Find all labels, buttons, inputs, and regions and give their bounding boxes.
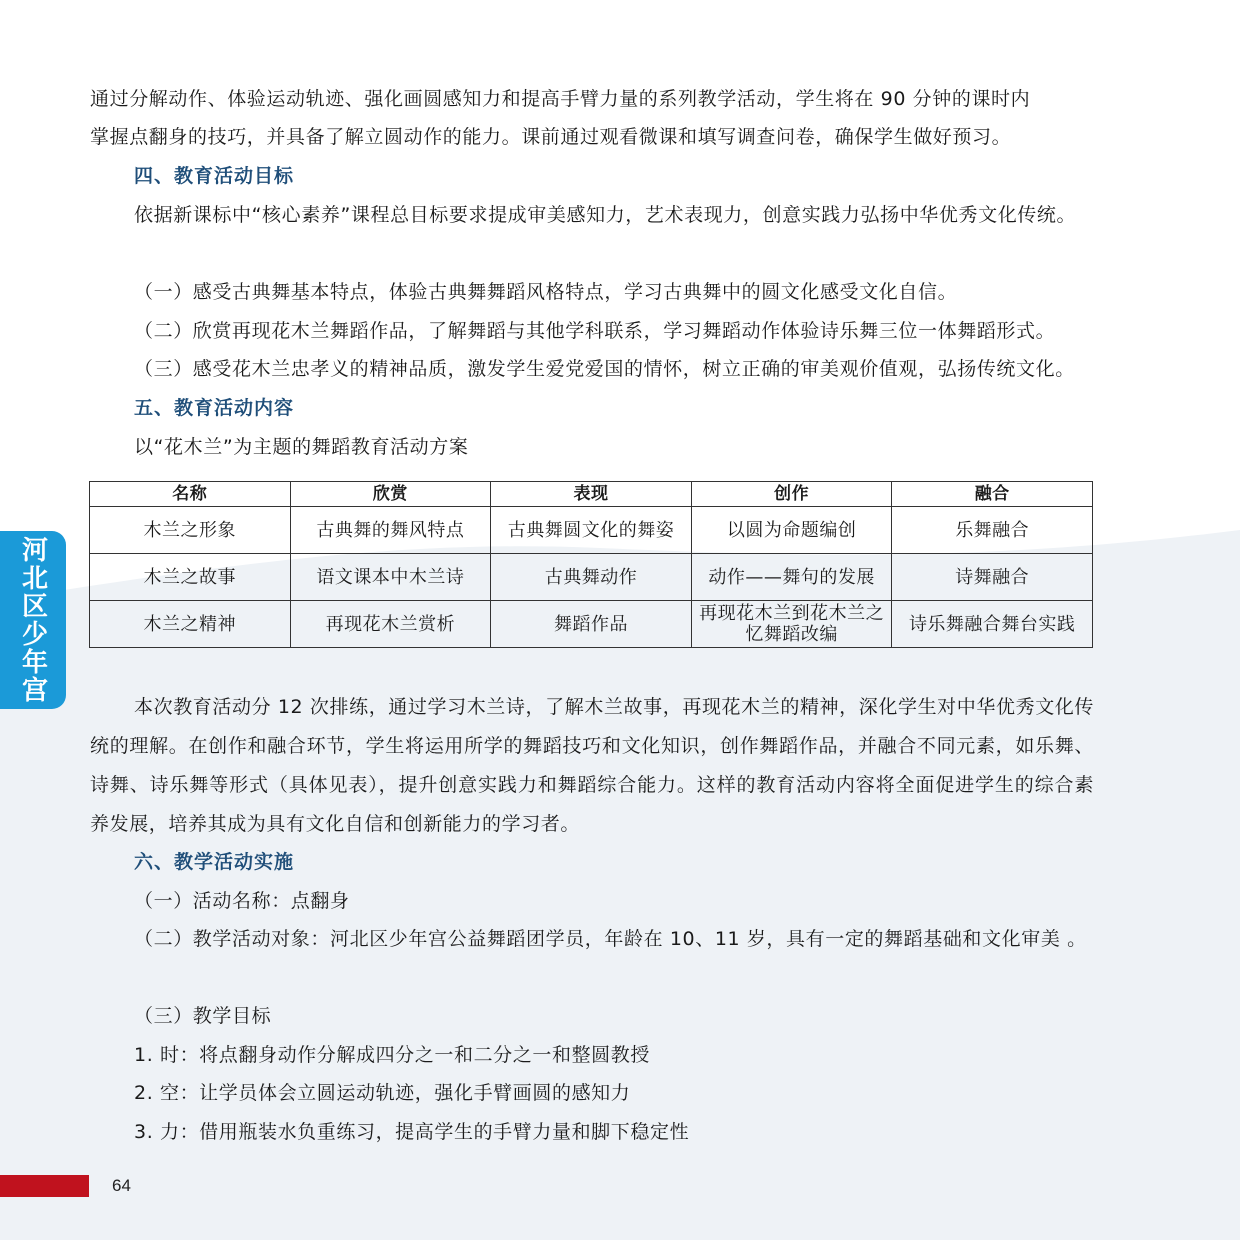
impl-target-students: （二）教学活动对象：河北区少年宫公益舞蹈团学员，年龄在 10、11 岁，具有一定的舞蹈基础和文化审美 。 — [134, 928, 1087, 950]
impl-activity-name: （一）活动名称：点翻身 — [134, 890, 350, 912]
content-description-paragraph: 本次教育活动分 12 次排练，通过学习木兰诗，了解木兰故事，再现花木兰的精神，深化学生对中华优秀文化传统的理解。在创作和融合环节，学生将运用所学的舞蹈技巧和文化知识，创作舞蹈作品，并融合不同元素，如乐舞、诗舞、诗乐舞等形式（具体见表），提升创意实践力和舞蹈综合能力。这样的教育活动内容将全面促进学生的综合素养发展，培养其成为具有文化自信和创新能力的学习者。 — [90, 696, 1094, 835]
table-cell: 再现花木兰赏析 — [290, 601, 491, 648]
section-heading-implementation: 六、教学活动实施 — [134, 851, 295, 873]
table-cell: 木兰之形象 — [90, 507, 291, 554]
table-cell: 诗舞融合 — [892, 554, 1093, 601]
side-tab — [0, 531, 66, 709]
table-cell: 诗乐舞融合舞台实践 — [892, 601, 1093, 648]
page-number-bar — [0, 1175, 89, 1197]
section-heading-content: 五、教育活动内容 — [134, 397, 295, 419]
table-header-fusion: 融合 — [892, 482, 1093, 507]
table-cell: 舞蹈作品 — [491, 601, 692, 648]
impl-goal-time: 1. 时：将点翻身动作分解成四分之一和二分之一和整圆教授 — [134, 1044, 650, 1066]
table-cell: 古典舞动作 — [491, 554, 692, 601]
table-cell: 以圆为命题编创 — [691, 507, 892, 554]
table-row — [90, 554, 1093, 601]
impl-goal-space: 2. 空：让学员体会立圆运动轨迹，强化手臂画圆的感知力 — [134, 1082, 631, 1104]
table-header-create: 创作 — [691, 482, 892, 507]
table-row — [90, 601, 1093, 648]
table-cell: 动作——舞句的发展 — [691, 554, 892, 601]
activity-table — [89, 481, 1093, 648]
table-cell: 乐舞融合 — [892, 507, 1093, 554]
side-tab-label: 河北区少年宫 — [17, 536, 48, 704]
table-header-appreciate: 欣赏 — [290, 482, 491, 507]
table-cell: 语文课本中木兰诗 — [290, 554, 491, 601]
table-header-row — [90, 482, 1093, 507]
goal-item-2: （二）欣赏再现花木兰舞蹈作品，了解舞蹈与其他学科联系，学习舞蹈动作体验诗乐舞三位一体舞蹈形式。 — [134, 320, 1056, 342]
page-number: 64 — [112, 1176, 131, 1195]
table-header-name: 名称 — [90, 482, 291, 507]
goal-item-1: （一）感受古典舞基本特点，体验古典舞舞蹈风格特点，学习古典舞中的圆文化感受文化自信。 — [134, 281, 958, 303]
table-cell: 再现花木兰到花木兰之忆舞蹈改编 — [691, 601, 892, 648]
section-heading-goals: 四、教育活动目标 — [134, 165, 295, 187]
goal-item-3: （三）感受花木兰忠孝义的精神品质，激发学生爱党爱国的情怀，树立正确的审美观价值观，弘扬传统文化。 — [134, 358, 1075, 380]
intro-paragraph-line-2: 掌握点翻身的技巧，并具备了解立圆动作的能力。课前通过观看微课和填写调查问卷，确保学生做好预习。 — [90, 126, 1012, 148]
table-cell: 古典舞圆文化的舞姿 — [491, 507, 692, 554]
impl-teaching-goals: （三）教学目标 — [134, 1005, 272, 1027]
goals-intro-paragraph: 依据新课标中“核心素养”课程总目标要求提成审美感知力，艺术表现力，创意实践力弘扬中华优秀文化传统。 — [134, 204, 1077, 226]
content-intro: 以“花木兰”为主题的舞蹈教育活动方案 — [134, 436, 469, 458]
table-cell: 古典舞的舞风特点 — [290, 507, 491, 554]
intro-paragraph-line-1: 通过分解动作、体验运动轨迹、强化画圆感知力和提高手臂力量的系列教学活动，学生将在 90 分钟的课时内 — [90, 88, 1031, 110]
table-cell: 木兰之故事 — [90, 554, 291, 601]
table-row — [90, 507, 1093, 554]
table-cell: 木兰之精神 — [90, 601, 291, 648]
table-header-perform: 表现 — [491, 482, 692, 507]
impl-goal-force: 3. 力：借用瓶装水负重练习，提高学生的手臂力量和脚下稳定性 — [134, 1121, 690, 1143]
